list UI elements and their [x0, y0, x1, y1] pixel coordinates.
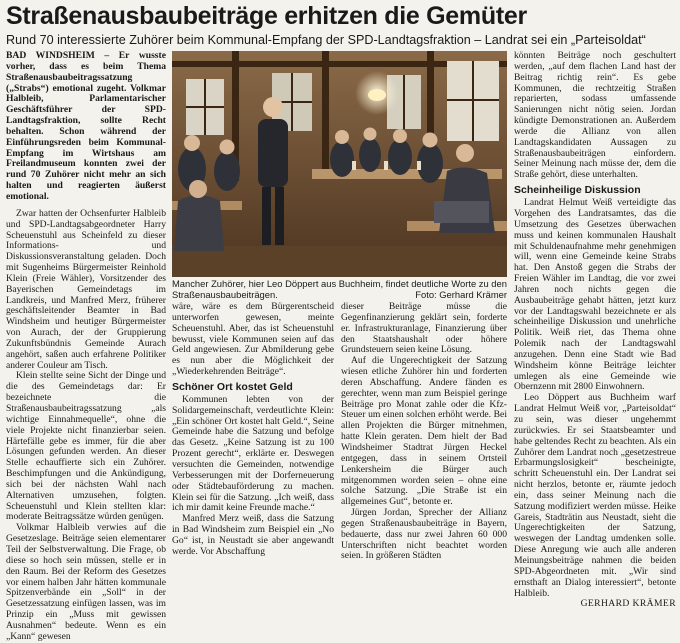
photo-illustration [172, 51, 507, 277]
headline: Straßenausbaubeiträge erhitzen die Gemüter [6, 2, 527, 30]
column-4 [514, 50, 676, 610]
caption-text: Mancher Zuhörer, hier Leo Döppert aus Buchheim, findet deutliche Worte zu den Straßenausbaubeiträgen. [172, 278, 507, 300]
paragraph: könnten Beiträge noch geschultert werden, „auf dem flachen Land hast der Beitrag richtig rein“. Es gebe Kommunen, die rechtzeitig Straßen reparierten, sodass umfassende Sanierungen nicht nötig seien. Jordan kündigte Demonstrationen an. Außerdem werde die Allianz von allen Landtagskandidaten Aussagen zu Straßenausbaubeiträgen einfordern. Seiner Meinung nach müsse der, dem die Straße gehört, diese unterhalten. [514, 50, 676, 181]
article-photo [172, 51, 507, 277]
subheadline: Rund 70 interessierte Zuhörer beim Kommunal-Empfang der SPD-Landtagsfraktion – Landrat sei ein „Parteisoldat“ [6, 33, 646, 47]
paragraph: Kommunen lebten von der Solidargemeinschaft, verdeutlichte Klein: „Ein schöner Ort kostet halt Geld.“, Seine Gemeinde habe die Satzung und befolge das Gesetz. „Keine Satzung ist zu 100 Prozent gerecht“, erklärte er. Deswegen versuchten die Gemeinden, notwendige Verbesserungen mit der Dorferneuerung oder Städtebauförderung zu machen. Klein sei für die Satzung. „Ich weiß, dass ich mir damit keine Freunde mache.“ [172, 393, 334, 514]
paragraph: Zwar hatten der Ochsenfurter Halbleib und SPD-Landtagsabgeordneter Harry Scheuenstuhl aus Scheinfeld zu dieser Informations- und Diskussionsveranstaltung geladen. Doch mit Sugenheims Bürgermeister Reinhold Klein (Freie Wähler), Vorsitzender des Bayerischen Gemeindetags im Landkreis, und Manfred Merz, früherer geschäftsleitender Beamter in Bad Windsheim und heutiger Bürgermeister von Aurach, der der Gruppierung Zukunftsbündnis Gemeinde Aurach angehört, saßen auch erfahrene Politiker anderer Couleur am Tisch. [6, 207, 166, 371]
paragraph: Landrat Helmut Weiß verteidigte das Vorgehen des Landratsamtes, das die Umsetzung des Gesetzes überwachen muss und keinen kommunalen Haushalt mit Schuldenaufnahme mehr genehmigen will, wenn eine Gemeinde keine Strabs hat. Den Anstoß gegen die Strabs der Freien Wähler im Landtag, die vor zwei Jahren noch nichts gegen die Ausbaubeiträge gehabt hätten, jetzt kurz vor der Landtagswahl bezeichnete er als scheinheilige Diskussion und unehrliche Politik. Weiß riet, das Thema ohne Polemik nach der Landtagswahl anzugehen. Denn eine Stadt wie Bad Windsheim könne Beiträge leichter umlegen als eine Gemeinde wie Obernzenn mit 2800 Einwohnern. [514, 197, 676, 393]
subhead-schoener-ort: Schöner Ort kostet Geld [172, 380, 293, 393]
column-2 [172, 301, 334, 557]
paragraph: dieser Beiträge müsse die Gegenfinanzierung geklärt sein, forderte er. Infrastrukturanlage, Finanzierung über den Staatshaushalt oder höhere Grundsteuern seien keine Lösung. [341, 301, 507, 356]
paragraph: Leo Döppert aus Buchheim warf Landrat Helmut Weiß vor, „Parteisoldat“ zu sein, was dieser ungehemmt zurückwies. Er sei Staatsbeamter und habe geltendes Recht zu beachten. Als ein Zuhörer dem Landrat noch „gesetzestreue Erbarmungslosigkeit“ bescheinigte, schritt Scheuenstuhl ein. Der Landrat sei nicht herzlos, betonte er, räumte jedoch ein, dass seiner Meinung nach die Satzung modifiziert werden müsse. Heike Gareis, Stadträtin aus Neustadt, sieht die Ungerechtigkeiten der Satzung, weswegen der Landtag umdenken solle. Diese Anregung wie auch alle anderen Meinungsbeiträge nahmen die beiden SPD-Abgeordneten mit. „Wir sind ernsthaft an Dialog interessiert“, betonte Halbleib. [514, 392, 676, 599]
lead-paragraph: BAD WINDSHEIM – Er wusste vorher, dass es beim Thema Straßenausbaubeitragssatzung („Strabs“) emotional zugeht. Volkmar Halbleib, Parlamentarischer Geschäftsführer der SPD-Landtagsfraktion, sollte Recht behalten. Schon während der Einführungsreden beim Kommunal-Empfang im Wirtshaus am Freilandmuseum konnten zwei der rund 70 Zuhörer nicht mehr an sich halten und reagierten äußerst emotional. [6, 50, 166, 202]
paragraph: Manfred Merz weiß, dass die Satzung in Bad Windsheim zum Beispiel ein „No Go“ ist, in Neustadt sie aber angewandt werde. Vor Abschaffung [172, 513, 334, 557]
paragraph: Klein stellte seine Sicht der Dinge und die des Gemeindetags dar: Er bezeichnete die Straßenausbaubeitragssatzung „als wichtige Einnahmequelle“, ohne die viele Projekte nicht finanzierbar seien. Härtefälle gebe es immer, für die aber Lösungen gefunden werden. An dieser Stelle echauffierte sich ein Zuhörer. Beschimpfungen und die Ankündigung, sich bei der nächsten Wahl nach Alternativen umzusehen, folgten. Scheuenstuhl und Klein stellten klar: moderate Beitragssätze würden genügen. [6, 370, 166, 523]
photo-credit: Foto: Gerhard Krämer [415, 289, 507, 300]
photo-caption [172, 278, 507, 300]
column-1 [6, 50, 166, 642]
paragraph: wäre, wäre es dem Bürgerentscheid unterworfen gewesen, meinte Scheuenstuhl. Aber, das ist Scheuenstuhl bewusst, viele Kommunen seien auf das Geld angewiesen. Zur Abmilderung gebe es nun aber die Möglichkeit der „Wiederkehrenden Beiträge“. [172, 301, 334, 378]
subhead-scheinheilige-diskussion: Scheinheilige Diskussion [514, 184, 641, 197]
paragraph: Volkmar Halbleib verwies auf die Gesetzeslage. Beiträge seien elementarer Teil der Selbstverwaltung. Die Frage, ob diese so hoch sein müssen, stelle er in den Raum. Bei der Reform des Gesetzes vor einem halben Jahr hätten kommunale Spitzenverbände ein „Soll“ in der Gesetzessatzung einfügen lassen, was im Prinzip ein „Muss mit gewissen Ausnahmen“ bedeute. Wenn es ein „Kann“ gewesen [6, 522, 166, 642]
column-3 [341, 301, 507, 562]
paragraph: Auf die Ungerechtigkeit der Satzung wiesen etliche Zuhörer hin und forderten deren Abschaffung. Andere fänden es gerechter, wenn man zum Beispiel geringe Beiträge pro Monat zahle oder die Kfz-Steuer um einen solchen erhöht werde. Bei allen Projekten die Bürger mitnehmen, hatte Klein geraten. Dem hielt der Bad Windsheimer Stadtrat Jürgen Heckel entgegen, dass in seinem Ortsteil Lenkersheim die Bürger auch mitgenommen worden seien – ohne eine solche Satzung. „Die Straße ist ein allgemeines Gut“, betonte er. [341, 355, 507, 508]
paragraph: Jürgen Jordan, Sprecher der Allianz gegen Straßenausbaubeiträge in Bayern, bedauerte, dass nur zwei Jahren 60 000 Unterschriften nicht beachtet worden seien. In größeren Städten [341, 507, 507, 562]
author-byline: GERHARD KRÄMER [580, 598, 676, 610]
